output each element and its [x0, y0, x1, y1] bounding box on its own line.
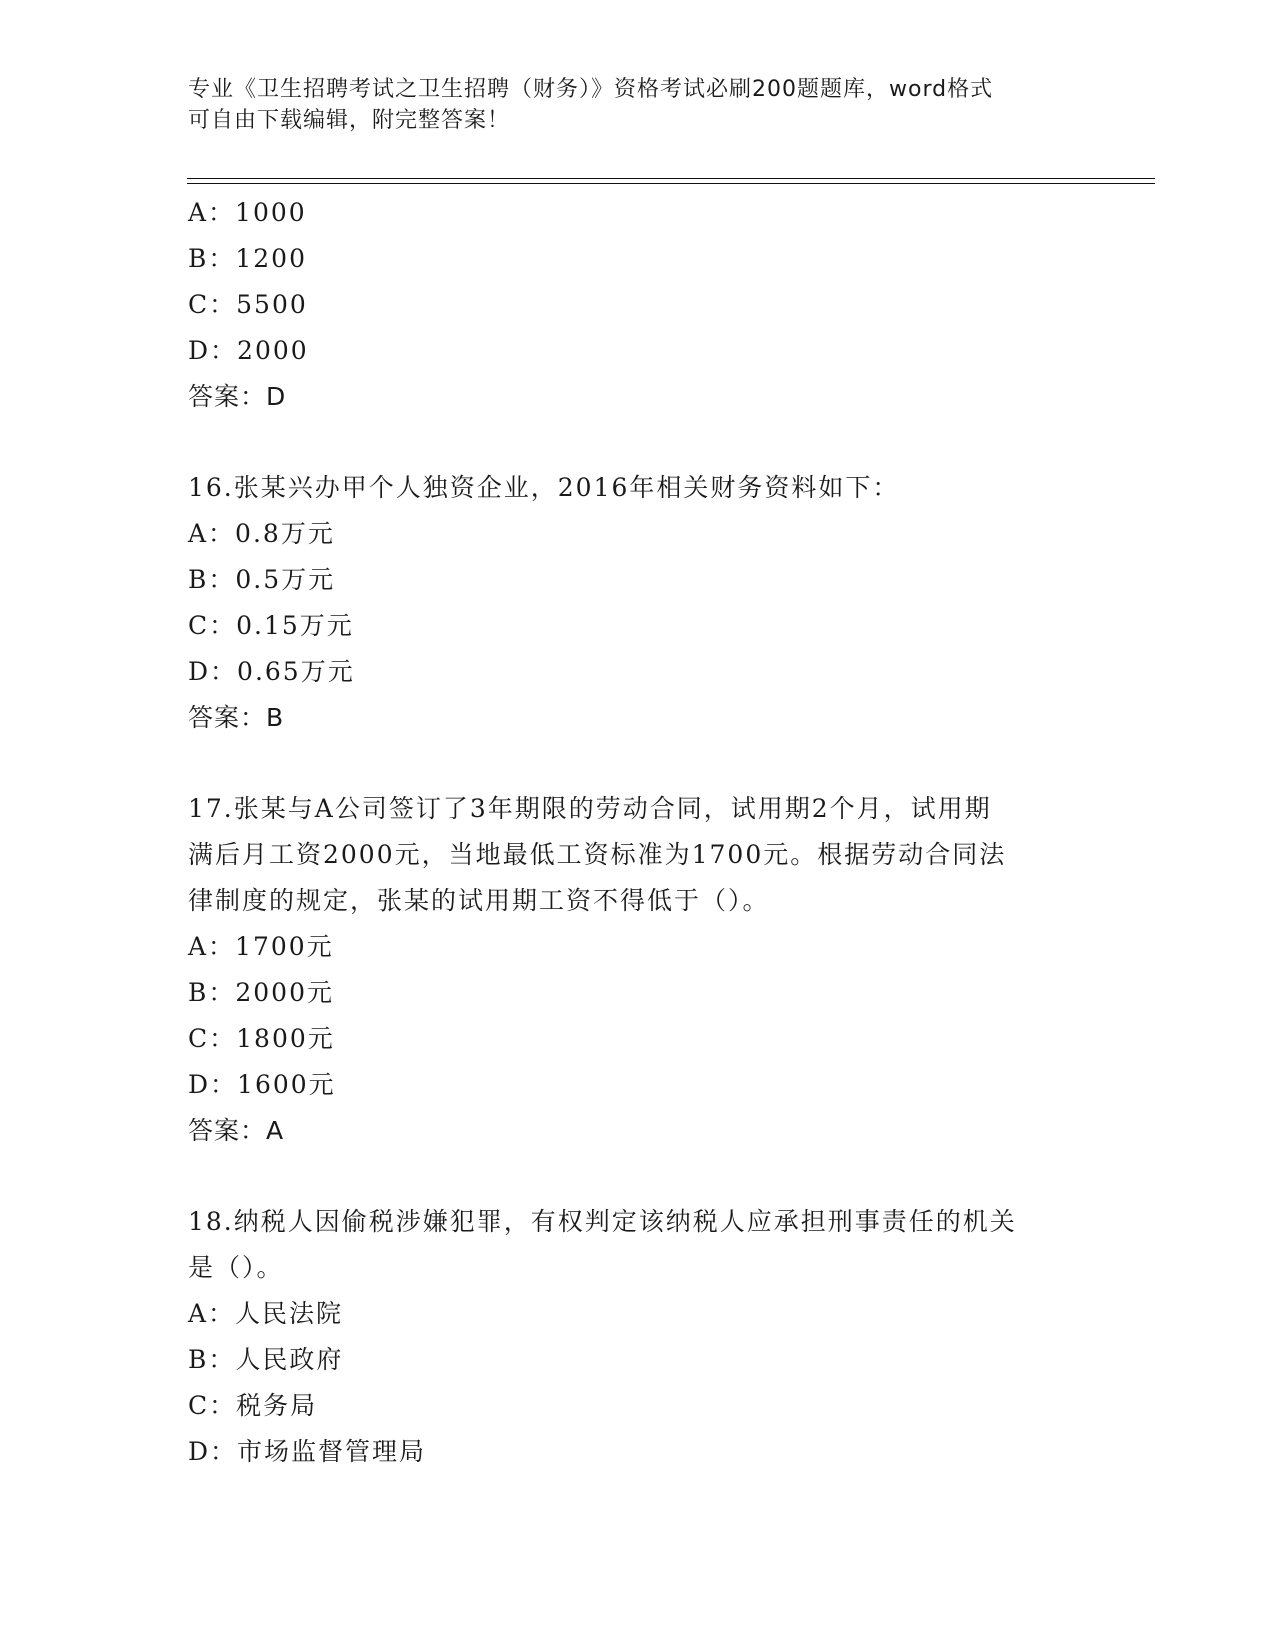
option-a: A：1000 — [188, 198, 307, 227]
option-d: D：1600元 — [188, 1070, 336, 1099]
option-d: D：2000 — [188, 336, 309, 365]
question-stem-line-1: 18.纳税人因偷税涉嫌犯罪，有权判定该纳税人应承担刑事责任的机关 — [188, 1207, 1017, 1236]
option-b: B：2000元 — [188, 978, 334, 1007]
header-divider-bottom — [187, 183, 1155, 184]
option-a: A：0.8万元 — [188, 519, 335, 548]
question-content — [188, 190, 1088, 1475]
answer: 答案：A — [188, 1116, 285, 1145]
option-c: C：税务局 — [188, 1391, 318, 1420]
question-stem-line-3: 律制度的规定，张某的试用期工资不得低于（）。 — [188, 886, 770, 915]
header-line-2: 可自由下载编辑，附完整答案！ — [188, 108, 511, 133]
header-divider-top — [187, 178, 1155, 179]
question-stem: 16.张某兴办甲个人独资企业，2016年相关财务资料如下： — [188, 473, 900, 502]
question-17 — [188, 786, 1088, 1154]
question-16 — [188, 465, 1088, 741]
answer: 答案：B — [188, 703, 285, 732]
question-18 — [188, 1199, 1088, 1475]
question-15 — [188, 190, 1088, 420]
answer: 答案：D — [188, 382, 287, 411]
question-stem-line-2: 满后月工资2000元，当地最低工资标准为1700元。根据劳动合同法 — [188, 840, 1007, 869]
option-c: C：1800元 — [188, 1024, 335, 1053]
option-d: D：0.65万元 — [188, 657, 355, 686]
header-line-1: 专业《卫生招聘考试之卫生招聘（财务）》资格考试必刷200题题库，word格式 — [188, 77, 994, 102]
option-d: D：市场监督管理局 — [188, 1437, 427, 1466]
question-stem-line-1: 17.张某与A公司签订了3年期限的劳动合同，试用期2个月，试用期 — [188, 794, 992, 823]
document-header — [188, 74, 1088, 136]
option-b: B：0.5万元 — [188, 565, 336, 594]
option-a: A：1700元 — [188, 932, 334, 961]
option-c: C：5500 — [188, 290, 308, 319]
question-stem-line-2: 是（）。 — [188, 1253, 284, 1282]
option-a: A：人民法院 — [188, 1299, 344, 1328]
option-b: B：人民政府 — [188, 1345, 344, 1374]
option-b: B：1200 — [188, 244, 307, 273]
option-c: C：0.15万元 — [188, 611, 354, 640]
